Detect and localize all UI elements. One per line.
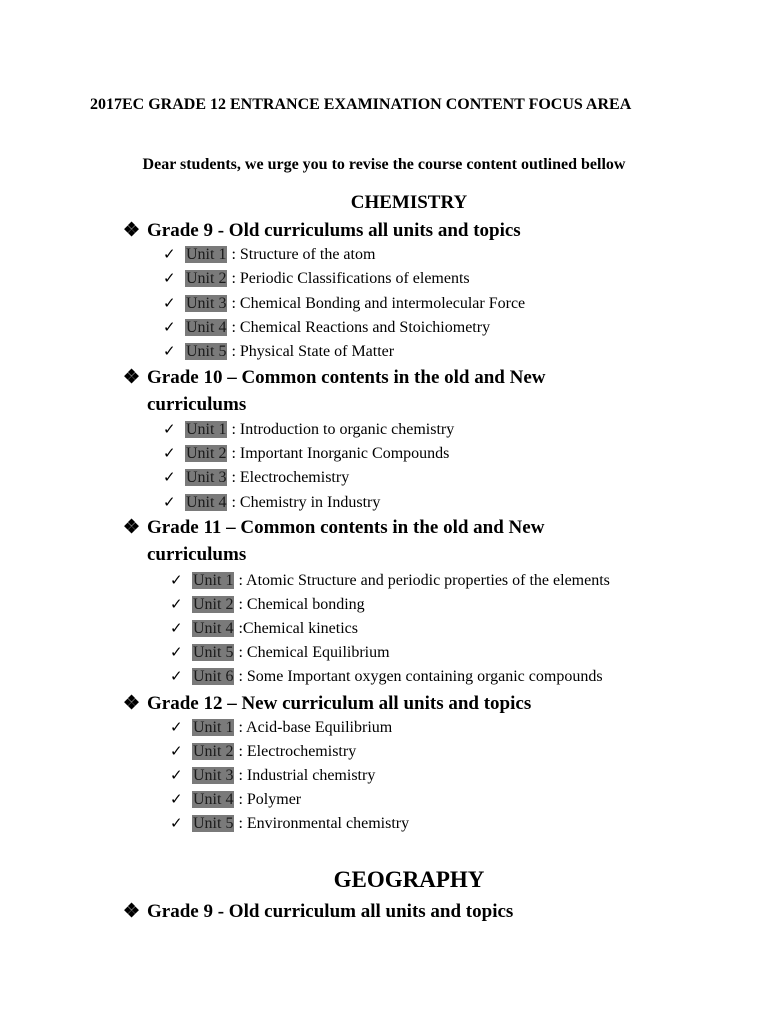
grade-heading <box>123 690 643 717</box>
checkmark-icon: ✓ <box>163 320 176 336</box>
unit-topic: Periodic Classifications of elements <box>239 270 470 287</box>
unit-label: Unit 5 <box>193 815 234 832</box>
grade-heading-text: Grade 10 – Common contents in the old and New curriculums <box>147 367 546 415</box>
intro-text <box>0 155 768 175</box>
unit-topic: Physical State of Matter <box>239 343 395 360</box>
unit-topic: Chemical Equilibrium <box>246 644 390 661</box>
unit-label: Unit 2 <box>193 743 234 760</box>
unit-topic: Polymer <box>246 791 302 808</box>
unit-item <box>170 667 603 687</box>
checkmark-icon: ✓ <box>163 296 176 312</box>
checkmark-icon: ✓ <box>163 495 176 511</box>
checkmark-icon: ✓ <box>170 768 183 784</box>
checkmark-icon: ✓ <box>163 271 176 287</box>
intro-line: Dear students, we urge you to revise the course content outlined bellow <box>142 156 626 173</box>
unit-label: Unit 4 <box>186 494 227 511</box>
checkmark-icon: ✓ <box>163 446 176 462</box>
unit-label: Unit 4 <box>186 319 227 336</box>
unit-item <box>163 269 470 289</box>
unit-label: Unit 1 <box>186 421 227 438</box>
unit-separator: : <box>227 295 240 312</box>
unit-separator: : <box>227 319 240 336</box>
checkmark-icon: ✓ <box>170 669 183 685</box>
unit-topic: Electrochemistry <box>246 743 357 760</box>
unit-item <box>163 468 349 488</box>
unit-separator: : <box>227 445 240 462</box>
checkmark-icon: ✓ <box>163 470 176 486</box>
unit-item <box>170 571 610 591</box>
unit-separator: : <box>234 743 247 760</box>
unit-label: Unit 1 <box>186 246 227 263</box>
grade-heading-text: Grade 9 - Old curriculum all units and topics <box>147 901 514 922</box>
unit-topic: Some Important oxygen containing organic compounds <box>246 668 603 685</box>
diamond-bullet-icon: ❖ <box>123 220 141 241</box>
grade-heading-text: Grade 12 – New curriculum all units and topics <box>147 693 532 714</box>
diamond-bullet-icon: ❖ <box>123 517 141 538</box>
checkmark-icon: ✓ <box>170 720 183 736</box>
checkmark-icon: ✓ <box>170 573 183 589</box>
grade-heading <box>123 364 583 418</box>
unit-separator: : <box>227 246 240 263</box>
subject-heading-geography: GEOGRAPHY <box>333 867 485 892</box>
unit-separator: : <box>234 572 247 589</box>
checkmark-icon: ✓ <box>163 344 176 360</box>
unit-topic: Chemical Bonding and intermolecular Force <box>239 295 526 312</box>
diamond-bullet-icon: ❖ <box>123 693 141 714</box>
grade-heading-text: Grade 11 – Common contents in the old and New curriculums <box>147 517 545 565</box>
unit-label: Unit 2 <box>186 270 227 287</box>
unit-separator: : <box>234 668 247 685</box>
unit-label: Unit 6 <box>193 668 234 685</box>
unit-separator: : <box>234 791 247 808</box>
unit-separator: : <box>234 719 247 736</box>
unit-topic: Structure of the atom <box>239 246 376 263</box>
unit-item <box>170 643 390 663</box>
unit-separator: : <box>227 421 240 438</box>
unit-topic: Industrial chemistry <box>246 767 376 784</box>
unit-topic: Chemical bonding <box>246 596 365 613</box>
unit-item <box>163 493 380 513</box>
subject-heading-chemistry: CHEMISTRY <box>350 192 468 213</box>
unit-item <box>170 718 392 738</box>
unit-topic: Atomic Structure and periodic properties of the elements <box>246 572 610 589</box>
checkmark-icon: ✓ <box>170 621 183 637</box>
unit-label: Unit 1 <box>193 719 234 736</box>
grade-heading-text: Grade 9 - Old curriculums all units and topics <box>147 220 521 241</box>
unit-label: Unit 3 <box>186 469 227 486</box>
unit-separator: : <box>227 270 240 287</box>
unit-item <box>170 766 375 786</box>
unit-item <box>163 294 525 314</box>
unit-separator: : <box>234 815 247 832</box>
grade-heading <box>123 217 583 244</box>
document-title: 2017EC GRADE 12 ENTRANCE EXAMINATION CONTENT FOCUS AREA <box>90 96 632 113</box>
unit-label: Unit 3 <box>193 767 234 784</box>
unit-label: Unit 3 <box>186 295 227 312</box>
unit-label: Unit 2 <box>193 596 234 613</box>
unit-topic: Chemistry in Industry <box>239 494 381 511</box>
diamond-bullet-icon: ❖ <box>123 901 141 922</box>
checkmark-icon: ✓ <box>163 422 176 438</box>
unit-item <box>163 245 375 265</box>
unit-separator: : <box>234 767 247 784</box>
unit-item <box>170 595 365 615</box>
checkmark-icon: ✓ <box>170 792 183 808</box>
unit-separator: : <box>234 596 247 613</box>
unit-label: Unit 5 <box>193 644 234 661</box>
unit-separator: : <box>234 620 243 637</box>
checkmark-icon: ✓ <box>170 816 183 832</box>
checkmark-icon: ✓ <box>170 645 183 661</box>
unit-topic: Environmental chemistry <box>246 815 410 832</box>
unit-topic: Important Inorganic Compounds <box>239 445 450 462</box>
unit-separator: : <box>227 343 240 360</box>
unit-item <box>170 742 356 762</box>
diamond-bullet-icon: ❖ <box>123 367 141 388</box>
unit-label: Unit 4 <box>193 791 234 808</box>
unit-separator: : <box>227 494 240 511</box>
unit-separator: : <box>227 469 240 486</box>
unit-item <box>163 342 394 362</box>
unit-separator: : <box>234 644 247 661</box>
unit-topic: Electrochemistry <box>239 469 350 486</box>
unit-label: Unit 1 <box>193 572 234 589</box>
unit-label: Unit 4 <box>193 620 234 637</box>
unit-item <box>163 444 449 464</box>
unit-item <box>170 619 358 639</box>
grade-heading <box>123 898 643 925</box>
unit-label: Unit 5 <box>186 343 227 360</box>
unit-item <box>170 790 301 810</box>
unit-item <box>170 814 409 834</box>
unit-item <box>163 420 454 440</box>
unit-item <box>163 318 490 338</box>
unit-topic: Chemical kinetics <box>242 620 358 637</box>
checkmark-icon: ✓ <box>163 247 176 263</box>
unit-label: Unit 2 <box>186 445 227 462</box>
checkmark-icon: ✓ <box>170 597 183 613</box>
unit-topic: Chemical Reactions and Stoichiometry <box>239 319 491 336</box>
checkmark-icon: ✓ <box>170 744 183 760</box>
unit-topic: Acid-base Equilibrium <box>246 719 393 736</box>
unit-topic: Introduction to organic chemistry <box>239 421 455 438</box>
grade-heading <box>123 514 583 568</box>
